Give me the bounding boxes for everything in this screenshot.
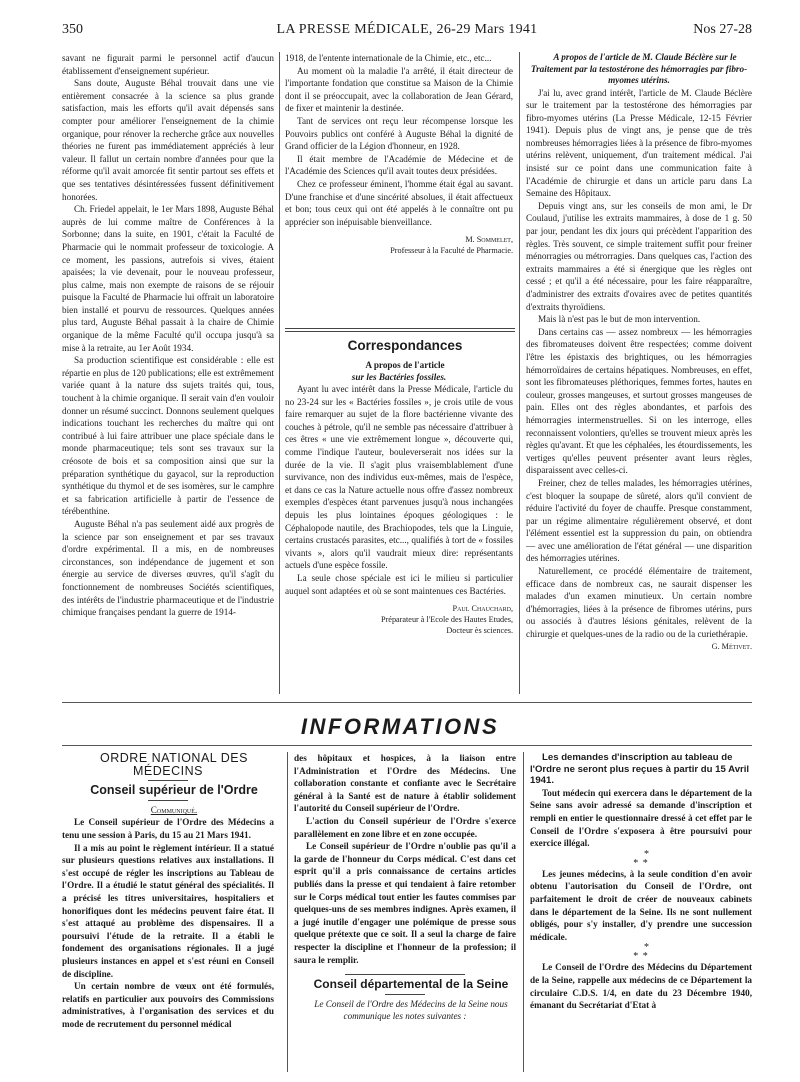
paragraph: Naturellement, ce procédé élémentaire de traitement, efficace dans de nombreux cas, ne saurait dispenser les malades d'un examen minutieux. Un certain nombre d'hémorragies, liées à la présence de fibromes utérins, purs ou associés à d'autres lésions génitales, relèvent de la chirurgie et quelques-unes de la radio ou de la curiethérapie. [526,566,752,640]
paragraph: Dans certains cas — assez nombreux — les hémorragies des fibromateuses doivent être respectées; comme doivent l'être les épistaxis des brightiques, ou les hémorragies hémorroïdaires de certains hépatiques. Nombreuses, en effet, sont les fibromateuses pléthoriques, femmes fortes, hautes en couleur, grosses mangeuses, et surtout grosses mangeuses de pain. Elles ont des règles abondantes, et parfois des hémorragies intermenstruelles. Si on les interroge, elles reconnaissent volontiers, qu'elles se trouvent mieux après les règles qu'avant. Et que les céphalées, les étourdissements, les vertiges qu'elles peuvent présenter avant leurs règles, disparaissent avec celles-ci. [526,326,752,476]
conseil-title: Conseil supérieur de l'Ordre [90,783,258,798]
paragraph: Auguste Béhal n'a pas seulement aidé aux progrès de la science par son enseignement et par ses travaux d'ordre expérimental. Il a mis, en de nombreuses circonstances, son indépendance de jugement et son énergie au service de diverses œuvres, qu'il s'agît du fonctionnement de nombreuses Sociétés scientifiques, des intérêts de l'industrie pharmaceutique et de l'industrie chimique françaises pendant la guerre de 1914- [62,518,274,618]
signature-name: M. Sommelet, [465,235,513,245]
page-header [62,22,752,40]
journal-title: LA PRESSE MÉDICALE, 26-29 Mars 1941 [276,22,538,37]
short-rule [385,994,425,995]
paragraph: Tant de services ont reçu leur récompense lorsque les Pouvoirs publics ont conféré à Auguste Béhal la dignité de Grand officier de la Légion d'honneur, en 1928. [285,115,513,152]
paragraph: Il a mis au point le règlement intérieur. Il a statué sur plusieurs questions relatives aux installations. Il s'est occupé de régler les inscriptions au Tableau de l'Ordre. Il a étudié le statut général des spécialités. Il a précisé les titres universitaires, hospitaliers et honorifiques dont les médecins peuvent faire état. Il s'est attaqué au problème des dispensaires. Il a poursuivi l'étude de la retraite. Il a établi le fondement des organisations régionales. Il a jugé plusieurs instances en appel et s'est réuni en Conseil de discipline. [62,842,274,979]
column-divider [279,52,280,694]
paragraph: Le Conseil de l'Ordre des Médecins du Département de la Seine, rappelle aux médecins de ce Département la circulaire C.D.S. 1/4, en date du 23 Décembre 1940, émanant du Secrétariat d'Etat à [530,962,752,1011]
ordre-title: ORDRE NATIONAL DES MÉDECINS [100,752,248,778]
communique-label: Communiqué. [150,804,198,815]
signature-title: Préparateur à l'Ecole des Hautes Etudes, [381,615,513,625]
notice-heading: Les demandes d'inscription au tableau de l'Ordre ne seront plus reçues à partir du 15 Avril 1941. [530,752,750,787]
column-3 [526,52,752,697]
banner-rule-top [62,702,752,703]
short-rule [148,800,188,801]
paragraph: 1918, de l'entente internationale de la Chimie, etc., etc... [285,53,492,63]
short-rule [148,780,188,781]
paragraph: des hôpitaux et hospices, à la liaison entre l'Administration et l'Ordre des Médecins. Une collaboration constante et confiante avec le Secrétaire général à la Santé est de nature à établir solidement l'autorité du Conseil supérieur de l'Ordre. [294,753,516,814]
paragraph: La seule chose spéciale est ici le milieu si particulier auquel sont adaptées et où se sont maintenues ces Bactéries. [285,572,513,596]
informations-column-1 [62,752,274,1078]
paragraph: Sa production scientifique est considérable : elle est répartie en plus de 120 publications; elle est extrêmement variée quant à la nature dss sujets traités qui, tous, touchent à la chimie organique. Il serait vain d'en vouloir donner un résumé succinct. Donnons seulement quelques indications touchant les recherches du maître qui ont contribué à lui faire attribuer une place spéciale dans le monde pharmaceutique; tels sont ses travaux sur la créosote de bois et sa composition ainsi que sur la préparation synthétique du gayacol, sur la reproduction synthétique du thymol et de ses isomères, sur le camphre et sa fabrication artificielle à partir de l'essence de térébenthine. [62,355,274,517]
informations-column-3 [530,752,752,1078]
paragraph: Les jeunes médecins, à la seule condition d'en avoir obtenu l'autorisation du Conseil de l'Ordre, ont parfaitement le droit de créer de nouveaux cabinets dans le département de la Seine. Ils ne sont nullement obligés, pour s'y installer, d'y prendre une succession médicale. [530,868,752,942]
departement-title: Conseil départemental de la Seine [313,977,509,992]
article-heading: A propos de l'article de M. Claude Béclère sur le Traitement par la testostérone des hémorragies par fibro-myomes utérins. [530,52,748,85]
paragraph: Ayant lu avec intérêt dans la Presse Médicale, l'article du no 23-24 sur les « Bactéries fossiles », je crois utile de vous faire remarquer au sujet de la flore bactérienne vivante des couches à pétrole, qu'il ne semble pas nécessaire d'attribuer à ces êtres « une vie extrêmement longue », découverte qui, comme l'indique l'auteur, bouleverserait nos idées sur la durée de la vie. Il s'agit plus vraisemblablement d'une survivance, non des individus eux-mêmes, mais de l'espèce, et dans ce cas la Nature actuelle nous offre d'assez nombreux exemples d'espèces étant parvenues jusqu'à nous inchangées depuis les plus lointaines époques géologiques : le Céphalopode nautile, des Brachiopodes, tels que la Linguie, certains crustacés parasites, etc..., qualifiés à tort de « fossiles vivants », alors qu'il vaudrait mieux dire: représentants actuels d'une espèce fossile. [285,384,513,571]
paragraph: Mais là n'est pas le but de mon intervention. [538,314,701,325]
departement-intro: Le Conseil de l'Ordre des Médecins de la Seine nous communique les notes suivantes : [314,998,508,1022]
paragraph: Au moment où la maladie l'a arrêté, il était directeur de l'importante fondation que constitue sa Maison de la Chimie dont il se préoccupait, avec la collaboration de Jean Gérard, de fixer et maintenir la destinée. [285,65,513,114]
paragraph: savant ne figurait parmi le personnel actif d'aucun établissement d'enseignement supérieur. [62,53,274,76]
section-title-correspondances: Correspondances [347,338,463,353]
paragraph: Un certain nombre de vœux ont été formulés, relatifs en particulier aux pouvoirs des Commissions administratives, à l'organisation des services et du mode de recrutement du personnel médical [62,981,274,1029]
paragraph: Tout médecin qui exercera dans le département de la Seine sans avoir adressé sa demande d'inscription et rempli en entier le questionnaire dressé à cet effet par le Conseil de l'Ordre s'exposera à être poursuivi pour exercice illégal. [530,787,752,849]
asterism: * * * [633,848,650,869]
column-2-bottom [285,360,513,695]
signature-name: Paul Chauchard, [452,604,513,614]
column-divider [287,752,288,1072]
article-subtitle: A propos de l'article sur les Bactéries fossiles. [351,360,447,382]
page-number: 350 [62,22,83,37]
column-1 [62,52,274,697]
paragraph: Il était membre de l'Académie de Médecine et de l'Académie des Sciences qu'il avait toutes deux présidées. [285,153,513,177]
section-rule [285,328,515,332]
banner-rule-bottom [62,745,752,746]
informations-column-2 [294,752,516,1078]
signature-title: Docteur ès sciences. [446,626,513,636]
signature-title: Professeur à la Faculté de Pharmacie. [390,246,513,256]
column-divider [523,752,524,1072]
paragraph: J'ai lu, avec grand intérêt, l'article de M. Claude Béclère sur le traitement par la testostérone des hémorragies par fibro-myomes utérins (La Presse Médicale, 12-15 Février 1941). Depuis plus de vingt ans, je pense que de très nombreuses hémorragies liées à la présence de fibro-myomes utérins relèvent, uniquement, d'un traitement médical. J'ai insisté sur ce point dans une communication faite à l'Académie de chirurgie et dans un article paru dans La Semaine des Hôpitaux. [526,87,752,199]
issue-number: Nos 27-28 [693,22,752,37]
column-divider [519,52,520,694]
asterism: * * * [633,942,650,963]
section-rule [345,974,465,975]
paragraph: Sans doute, Auguste Béhal trouvait dans une vie entièrement consacrée à la science sa plus grande satisfaction, mais les efforts qu'il avait dépensés sans compter pour améliorer l'enseignement de la chimie organique, pour rénover la recherche grâce aux nouvelles théories ne furent pas immédiatement appréciés à leur valeur. Il fallut un certain nombre d'années pour que la réforme qu'il avait amorcée fit sentir partout ses effets et que ses tentatives désintéressées fussent définitivement honorées. [62,78,274,202]
paragraph: L'action du Conseil supérieur de l'Ordre s'exerce parallèlement en zone libre et en zone occupée. [294,815,516,839]
paragraph: Le Conseil supérieur de l'Ordre des Médecins a tenu une session à Paris, du 15 au 21 Mars 1941. [62,817,274,840]
paragraph: Ch. Friedel appelait, le 1er Mars 1898, Auguste Béhal auprès de lui comme maître de Conférences à la Sorbonne; dans la suite, en 1901, c'était la Faculté de Pharmacie qui le nommait professeur de toxicologie. A ce moment, les passions, autrefois si vives, étaient apaisées; la vie devenait, pour le nouveau professeur, plus calme, mais non exempte de raisons de se réjouir puisque la Faculté de Pharmacie lui offrait un laboratoire bien installé et pourvu de ressources. Quelques années plus tard, Auguste Béhal passait à la chaire de Chimie organique de la même Faculté qu'il occupa jusqu'à sa mise à la retraite, au 1er Août 1934. [62,204,274,353]
paragraph: Freiner, chez de telles malades, les hémorragies utérines, c'est bloquer la soupape de sûreté, alors qu'il convient de réduire l'activité du foyer de chauffe. Presque constamment, par un régime alimentaire régulièrement observé, et dont l'élément essentiel est la suppression du pain, on obtiendra — avec une amélioration de l'état général — une disparition des hémorragies utérines. [526,477,752,564]
paragraph: Depuis vingt ans, sur les conseils de mon ami, le Dr Coulaud, j'utilise les extraits mammaires, à dose de 1 g. 50 par jour, pendant les dix jours qui précèdent l'apparition des règles. Très souvent, ce simple traitement suffit pour freiner ménorragies ou métrorragies. Dans quelques cas, l'action des extraits mammaires a été si énergique que les règles ont cessé ; et qu'il a été nécessaire, pour les faire réapparaître, d'administrer des extraits d'ovaires avec de petites quantités d'extraits thyroïdiens. [526,200,752,312]
paragraph: Le Conseil supérieur de l'Ordre n'oublie pas qu'il a la garde de l'honneur du Corps médical. C'est dans cet esprit qu'il a pris connaissance de certains articles publiés dans la presse et qui tendaient à faire retomber sur le Corps médical tout entier les fautes commises par quelques-uns de ses membres indignes. Après examen, il a jugé inutile d'engager une polémique de presse sous quelque prétexte que ce soit. Il a seul la charge de faire respecter la discipline et l'honneur de la profession; il saura le remplir. [294,841,516,965]
paragraph: Chez ce professeur éminent, l'homme était égal au savant. D'une franchise et d'une sincérité absolues, il était affectueux et bon; tous ceux qui ont été appelés à le connaître ont pu apprécier son inépuisable bienveillance. [285,178,513,227]
column-2-top [285,52,513,327]
signature-name: G. Métivet. [711,641,752,651]
section-banner-informations: INFORMATIONS [300,714,500,739]
